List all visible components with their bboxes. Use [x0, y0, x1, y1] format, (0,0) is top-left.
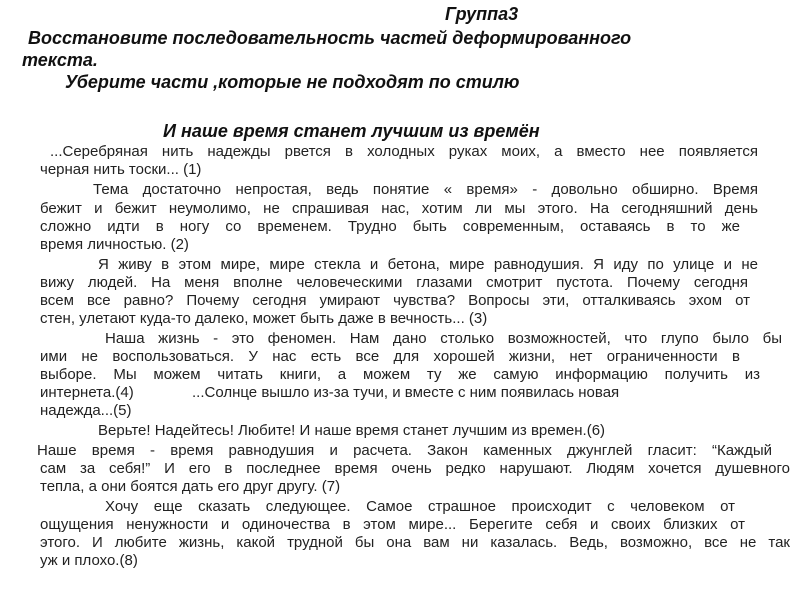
text-line: Верьте! Надейтесь! Любите! И наше время станет лучшим из времен.(6) [98, 422, 606, 439]
group-label: Группа3 [445, 4, 519, 24]
text-line: Я живу в этом мире, мире стекла и бетона, мире равнодушия. Я иду по улице и не [98, 256, 758, 273]
text-line: ими не воспользоваться. У нас есть все для хорошей жизни, нет ограниченности в [40, 348, 740, 365]
text-line: сложно идти в ногу со временем. Трудно быть современным, оставаясь в то же [40, 218, 740, 235]
text-line: Хочу еще сказать следующее. Самое страшное происходит с человеком от [105, 498, 735, 515]
text-line: черная нить тоски... (1) [40, 161, 202, 178]
text-line: тепла, а они боятся дать его друг другу. (7) [40, 478, 341, 495]
text-line: сам за себя!” И его в последнее время очень редко нарушают. Людям хочется душевного [40, 460, 790, 477]
text-title: И наше время станет лучшим из времён [163, 121, 540, 141]
text-line: стен, улетают куда-то далеко, может быть даже в вечность... (3) [40, 310, 488, 327]
text-line: ...Солнце вышло из-за тучи, и вместе с ним появилась новая [192, 384, 620, 401]
text-line: бежит и бежит неумолимо, не спрашивая нас, хотим ли мы этого. На сегодняшний день [40, 200, 758, 217]
text-line: ощущения ненужности и одиночества в этом мире... Берегите себя и своих близких от [40, 516, 745, 533]
text-line: Наше время - время равнодушия и расчета. Закон каменных джунглей гласит: “Каждый [37, 442, 772, 459]
text-line: выборе. Мы можем читать книги, а можем ту же самую информацию получить из [40, 366, 760, 383]
task-instruction-2: Уберите части ,которые не подходят по стилю [65, 72, 520, 92]
text-line: интернета.(4) [40, 384, 134, 401]
text-line: ...Серебряная нить надежды рвется в холодных руках моих, а вместо нее появляется [50, 143, 758, 160]
task-instruction-1: Восстановите последовательность частей деформированного [28, 28, 632, 48]
text-line: надежда...(5) [40, 402, 132, 419]
text-line: этого. И любите жизнь, какой трудной бы она вам ни казалась. Ведь, возможно, все не так [40, 534, 790, 551]
task-instruction-1-cont: текста. [22, 50, 98, 70]
text-line: время личностью. (2) [40, 236, 189, 253]
text-line: Тема достаточно непростая, ведь понятие « время» - довольно обширно. Время [93, 181, 758, 198]
text-line: уж и плохо.(8) [40, 552, 138, 569]
text-line: вижу людей. На меня вполне человеческими глазами смотрит пустота. Почему сегодня [40, 274, 748, 291]
text-line: Наша жизнь - это феномен. Нам дано столько возможностей, что глупо было бы [105, 330, 782, 347]
text-line: всем все равно? Почему сегодня умирают чувства? Вопросы эти, отталкиваясь эхом от [40, 292, 750, 309]
